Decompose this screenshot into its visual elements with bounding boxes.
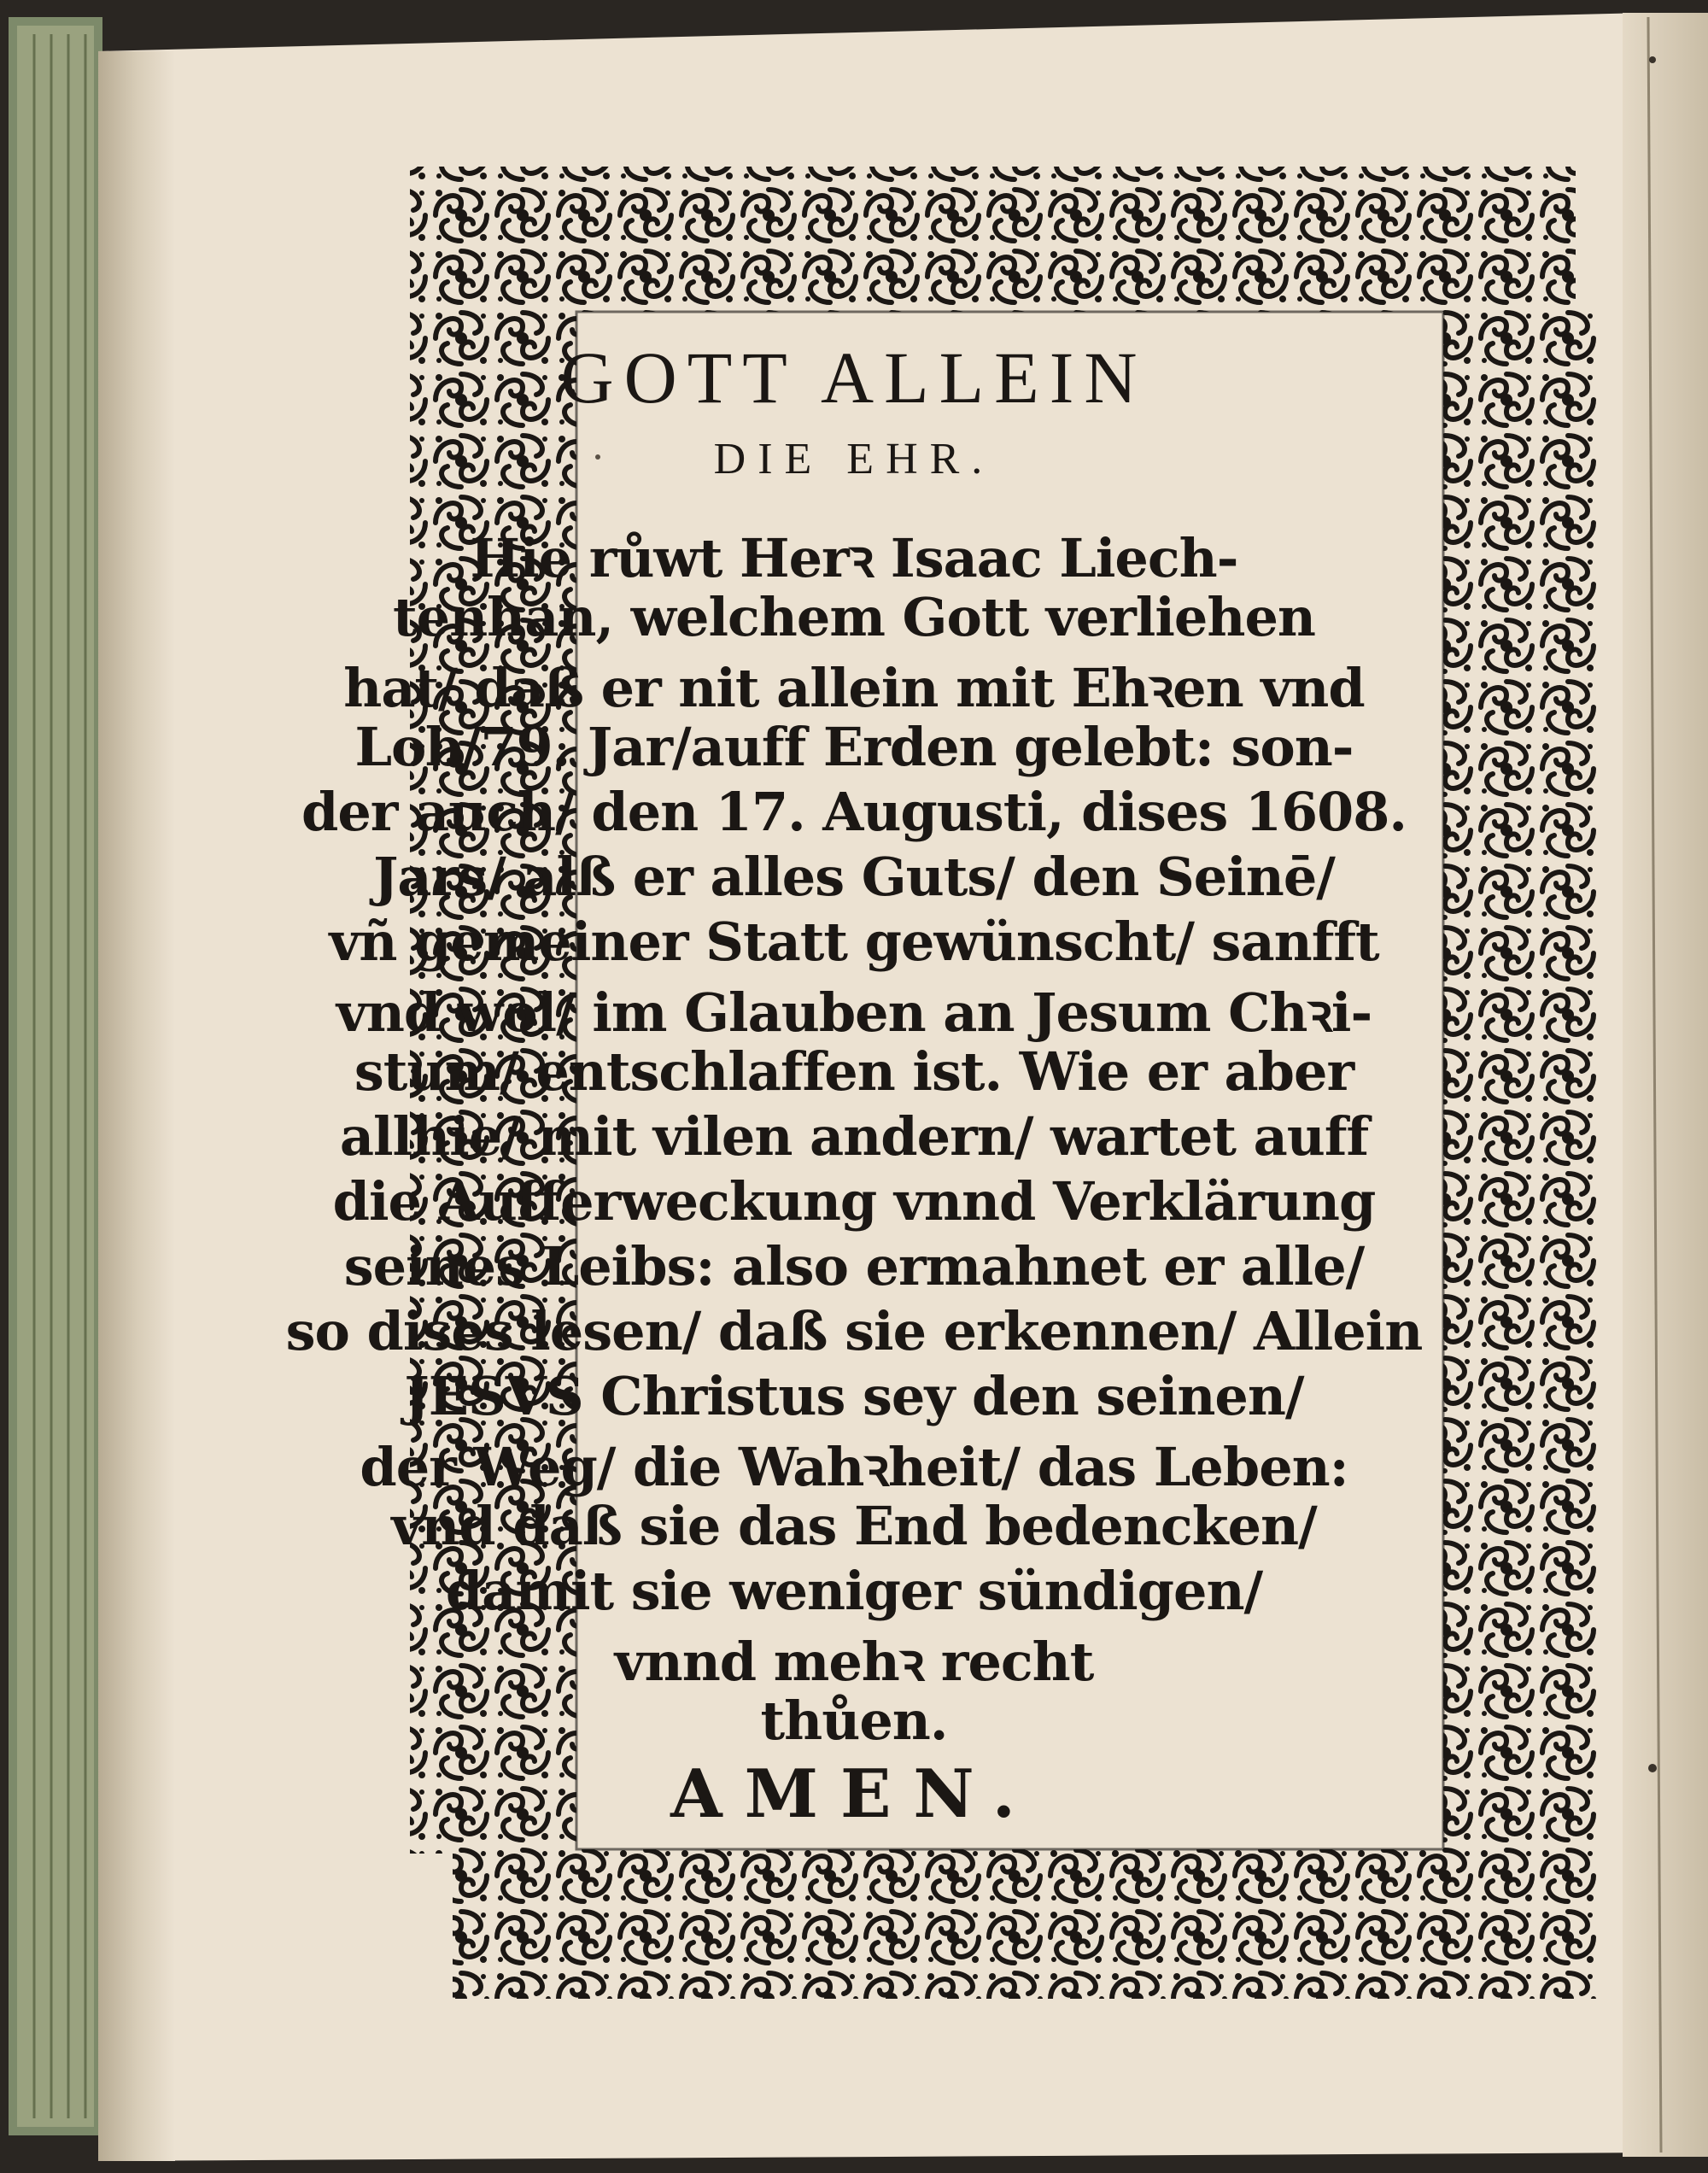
body-line: allhie/ mit vilen andern/ wartet auff xyxy=(339,1105,1369,1168)
body-line: hat/ daß er nit allein mit Ehꝛen vnd xyxy=(343,657,1365,719)
body-line: stum/ entschlaffen ist. Wie er aber xyxy=(354,1040,1354,1103)
body-line: Lob/79. Jar/auff Erden gelebt: son- xyxy=(354,716,1354,778)
body-line: thůen. xyxy=(760,1690,948,1752)
body-line: der Weg/ die Wahꝛheit/ das Leben: xyxy=(360,1436,1348,1498)
body-line: vnnd mehꝛ recht xyxy=(614,1631,1094,1693)
heading-line-2: DIE EHR. xyxy=(713,435,995,483)
body-line: der auch/ den 17. Augusti, dises 1608. xyxy=(301,781,1407,843)
body-line: Jars/ alß er alles Guts/ den Seinē/ xyxy=(373,846,1335,908)
heading-line-1: GOTT ALLEIN xyxy=(560,337,1148,419)
body-line: vnd wol/ im Glauben an Jesum Chꝛi- xyxy=(336,981,1372,1044)
body-line: die Aufferweckung vnnd Verklärung xyxy=(332,1170,1376,1233)
body-line: vnd daß sie das End bedencken/ xyxy=(391,1495,1317,1557)
body-line: JESVS Christus sey den seinen/ xyxy=(404,1365,1304,1427)
body-line: seines Leibs: also ermahnet er alle/ xyxy=(343,1235,1365,1297)
body-line: vñ gemeiner Statt gewünscht/ sanfft xyxy=(329,911,1379,973)
body-line: so dises lesen/ daß sie erkennen/ Allein xyxy=(285,1300,1423,1362)
body-line: Hie růwt Herꝛ Isaac Liech- xyxy=(470,527,1238,589)
body-line: damit sie weniger sündigen/ xyxy=(445,1560,1263,1622)
closing-amen: AMEN. xyxy=(670,1755,1038,1833)
body-line: tenhan, welchem Gott verliehen xyxy=(393,586,1315,648)
